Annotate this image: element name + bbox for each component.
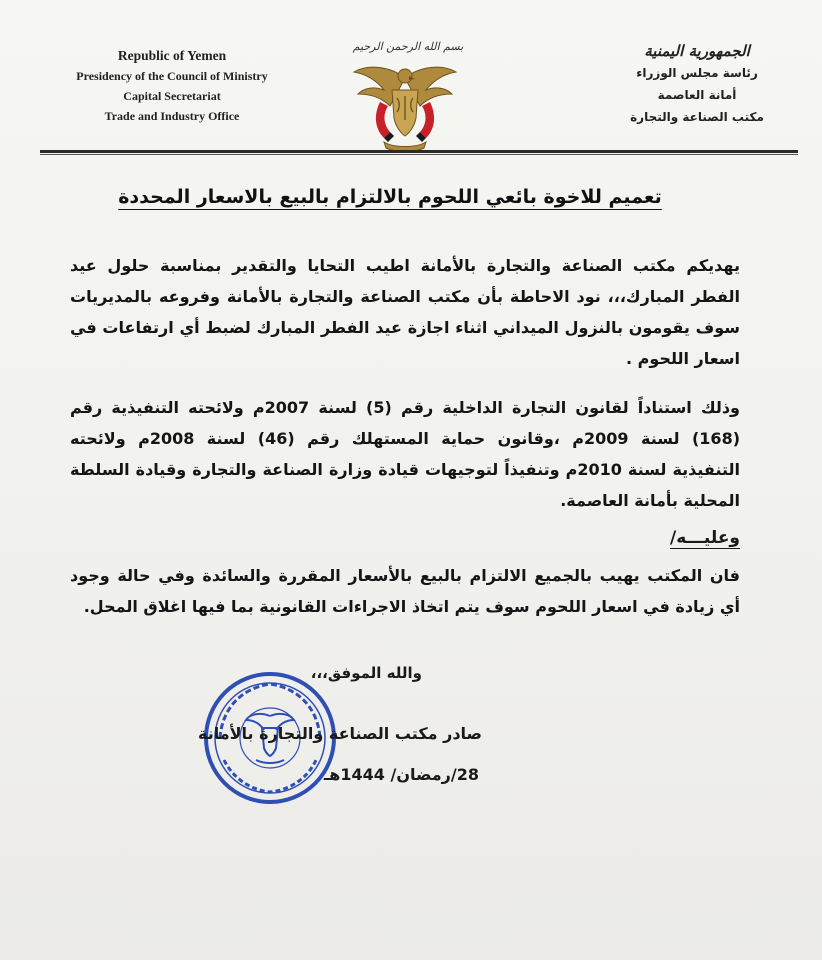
letterhead-ar-line-4: مكتب الصناعة والتجارة: [630, 110, 764, 124]
letterhead-ar-line-3: أمانة العاصمة: [657, 88, 737, 102]
arabic-letterhead: [602, 40, 792, 128]
paragraph-greeting: يهديكم مكتب الصناعة والتجارة بالأمانة اطيب التحايا والتقدير بمناسبة حلول عيد الفطر المبارك،،، نود الاحاطة بأن مكتب الصناعة والتجارة بالأمانة وفروعه بالمديريات سوف يقومون بالنزول الميداني اثناء اجازة عيد الفطر المبارك لضبط أي ارتفاعات في اسعار اللحوم .: [70, 256, 740, 368]
letterhead-ar-line-2: رئاسة مجلس الوزراء: [636, 66, 758, 80]
header-divider-thin: [40, 154, 798, 155]
yemen-eagle-emblem: [350, 58, 460, 154]
letterhead-en-line-2: Presidency of the Council of Ministry: [76, 69, 268, 83]
accordingly-heading: وعليـــه/: [669, 528, 740, 548]
english-letterhead: [62, 46, 282, 126]
letterhead-en-line-3: Capital Secretariat: [123, 89, 221, 103]
header-divider: [40, 150, 798, 153]
paragraph-legal-basis: وذلك استناداً لقانون التجارة الداخلية رقم (5) لسنة 2007م ولائحته التنفيذية رقم (168) لسنة 2009م ،وقانون حماية المستهلك رقم (46) لسنة 2008م ولائحته التنفيذية لسنة 2010م وتنفيذاً لتوجيهات قيادة وزارة الصناعة والتجارة وقيادة السلطة المحلية بأمانة العاصمة.: [70, 398, 741, 510]
basmala: بسم الله الرحمن الرحيم: [352, 40, 464, 53]
paragraph-directive: فان المكتب يهيب بالجميع الالتزام بالبيع بالأسعار المقررة والسائدة وفي حالة وجود أي زيادة في اسعار اللحوم سوف يتم اتخاذ الاجراءات القانونية بما فيها اغلاق المحل.: [70, 566, 740, 616]
closing-line: والله الموفق،،،: [310, 664, 422, 682]
letterhead-ar-line-1: الجمهورية اليمنية: [644, 42, 750, 60]
circular-title: تعميم للاخوة بائعي اللحوم بالالتزام بالبيع بالاسعار المحددة: [118, 186, 662, 208]
issuer-line: صادر مكتب الصناعة والتجارة بالأمانة: [198, 724, 482, 743]
issue-date: 28/رمضان/ 1444هـ: [323, 765, 479, 784]
letterhead-en-line-4: Trade and Industry Office: [104, 109, 240, 123]
letterhead-en-line-1: Republic of Yemen: [117, 48, 227, 63]
